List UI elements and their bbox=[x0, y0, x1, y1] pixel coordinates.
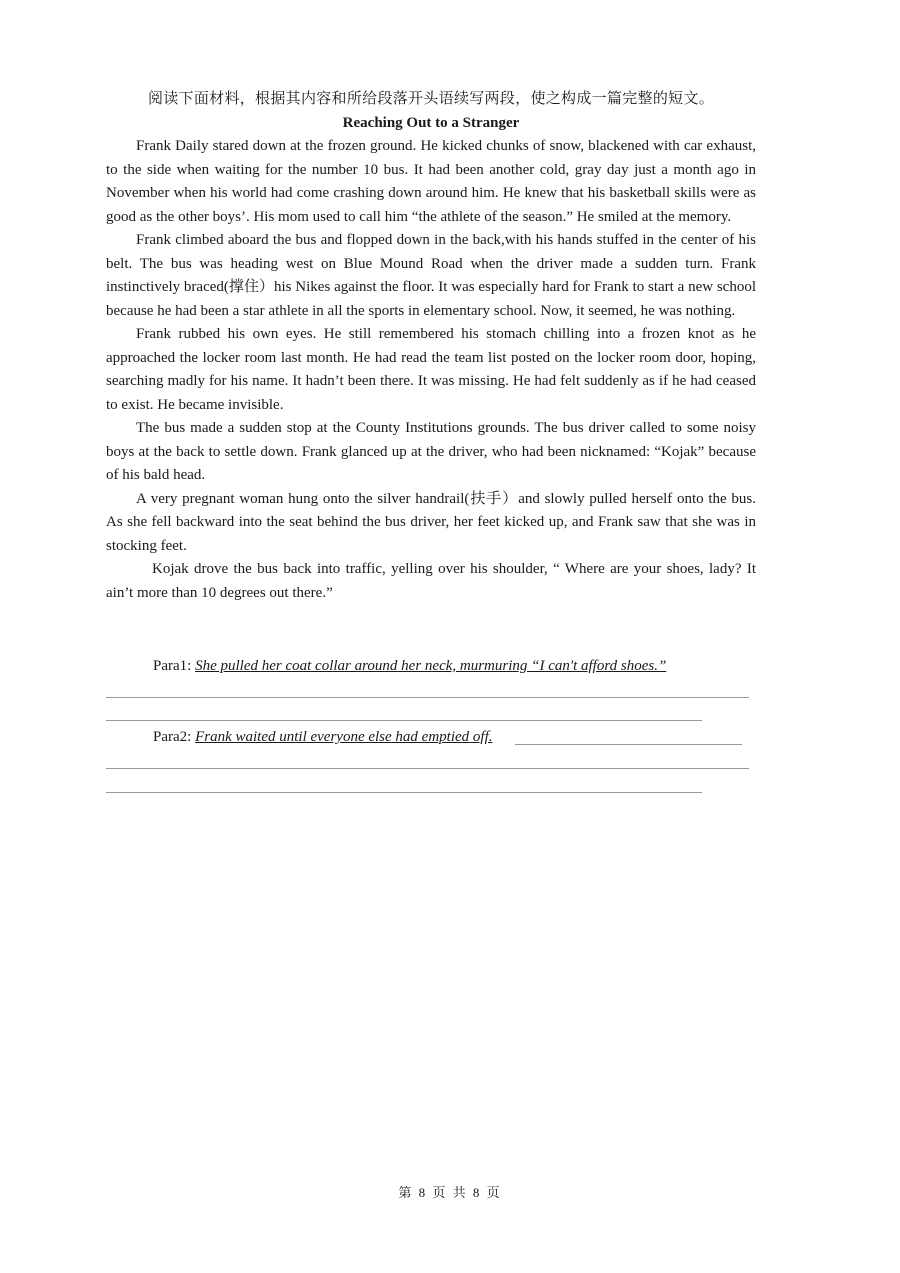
paragraph-5: A very pregnant woman hung onto the silver handrail(扶手）and slowly pulled herself onto the bus. As she fell backward into the seat behind the bus driver, her feet kicked up, and Frank saw that she was in stocking feet. bbox=[106, 490, 756, 554]
paragraph-4: The bus made a sudden stop at the County Institutions grounds. The bus driver called to some noisy boys at the back to settle down. Frank glanced up at the driver, who had been nicknamed: “Kojak” because of his bald head. bbox=[106, 420, 756, 483]
writing-line[interactable] bbox=[106, 697, 749, 698]
page-number-footer: 第 8 页 共 8 页 bbox=[398, 1185, 502, 1200]
task-instruction: 阅读下面材料，根据其内容和所给段落开头语续写两段，使之构成一篇完整的短文。 bbox=[147, 91, 715, 107]
para1-label: Para1: bbox=[153, 658, 196, 674]
para2-lead-sentence: Frank waited until everyone else had emptied off. bbox=[195, 729, 493, 745]
writing-line[interactable] bbox=[106, 792, 702, 793]
paragraph-1: Frank Daily stared down at the frozen ground. He kicked chunks of snow, blackened with car exhaust, to the side when waiting for the number 10 bus. It had been another cold, gray day just a month ago in November when his world had come crashing down around him. He knew that his basketball skills were as good as the other boys’. His mom used to call him “the athlete of the season.” He smiled at the memory. bbox=[106, 138, 756, 225]
paragraph-3: Frank rubbed his own eyes. He still remembered his stomach chilling into a frozen knot as he approached the locker room last month. He had read the team list posted on the locker room door, hoping, searching madly for his name. It hadn’t been there. It was missing. He had felt suddenly as if he had ceased to exist. He became invisible. bbox=[106, 326, 756, 413]
paragraph-2: Frank climbed aboard the bus and flopped down in the back,with his hands stuffed in the center of his belt. The bus was heading west on Blue Mound Road when the driver made a sudden turn. Frank instinctively braced(撑住）his Nikes against the floor. It was especially hard for Frank to start a new school because he had been a star athlete in all the sports in elementary school. Now, it seemed, he was nothing. bbox=[106, 232, 756, 319]
paragraph-6: Kojak drove the bus back into traffic, yelling over his shoulder, “ Where are your shoes, lady? It ain’t more than 10 degrees out there.” bbox=[106, 561, 756, 601]
writing-line[interactable] bbox=[515, 744, 742, 745]
passage-title: Reaching Out to a Stranger bbox=[342, 115, 520, 131]
document-body bbox=[106, 88, 756, 605]
para2-prompt bbox=[153, 727, 493, 747]
writing-line[interactable] bbox=[106, 720, 702, 721]
para1-prompt bbox=[153, 656, 666, 676]
writing-line[interactable] bbox=[106, 768, 749, 769]
para2-label: Para2: bbox=[153, 729, 196, 745]
para1-lead-sentence: She pulled her coat collar around her neck, murmuring “I can't afford shoes.” bbox=[195, 658, 667, 674]
